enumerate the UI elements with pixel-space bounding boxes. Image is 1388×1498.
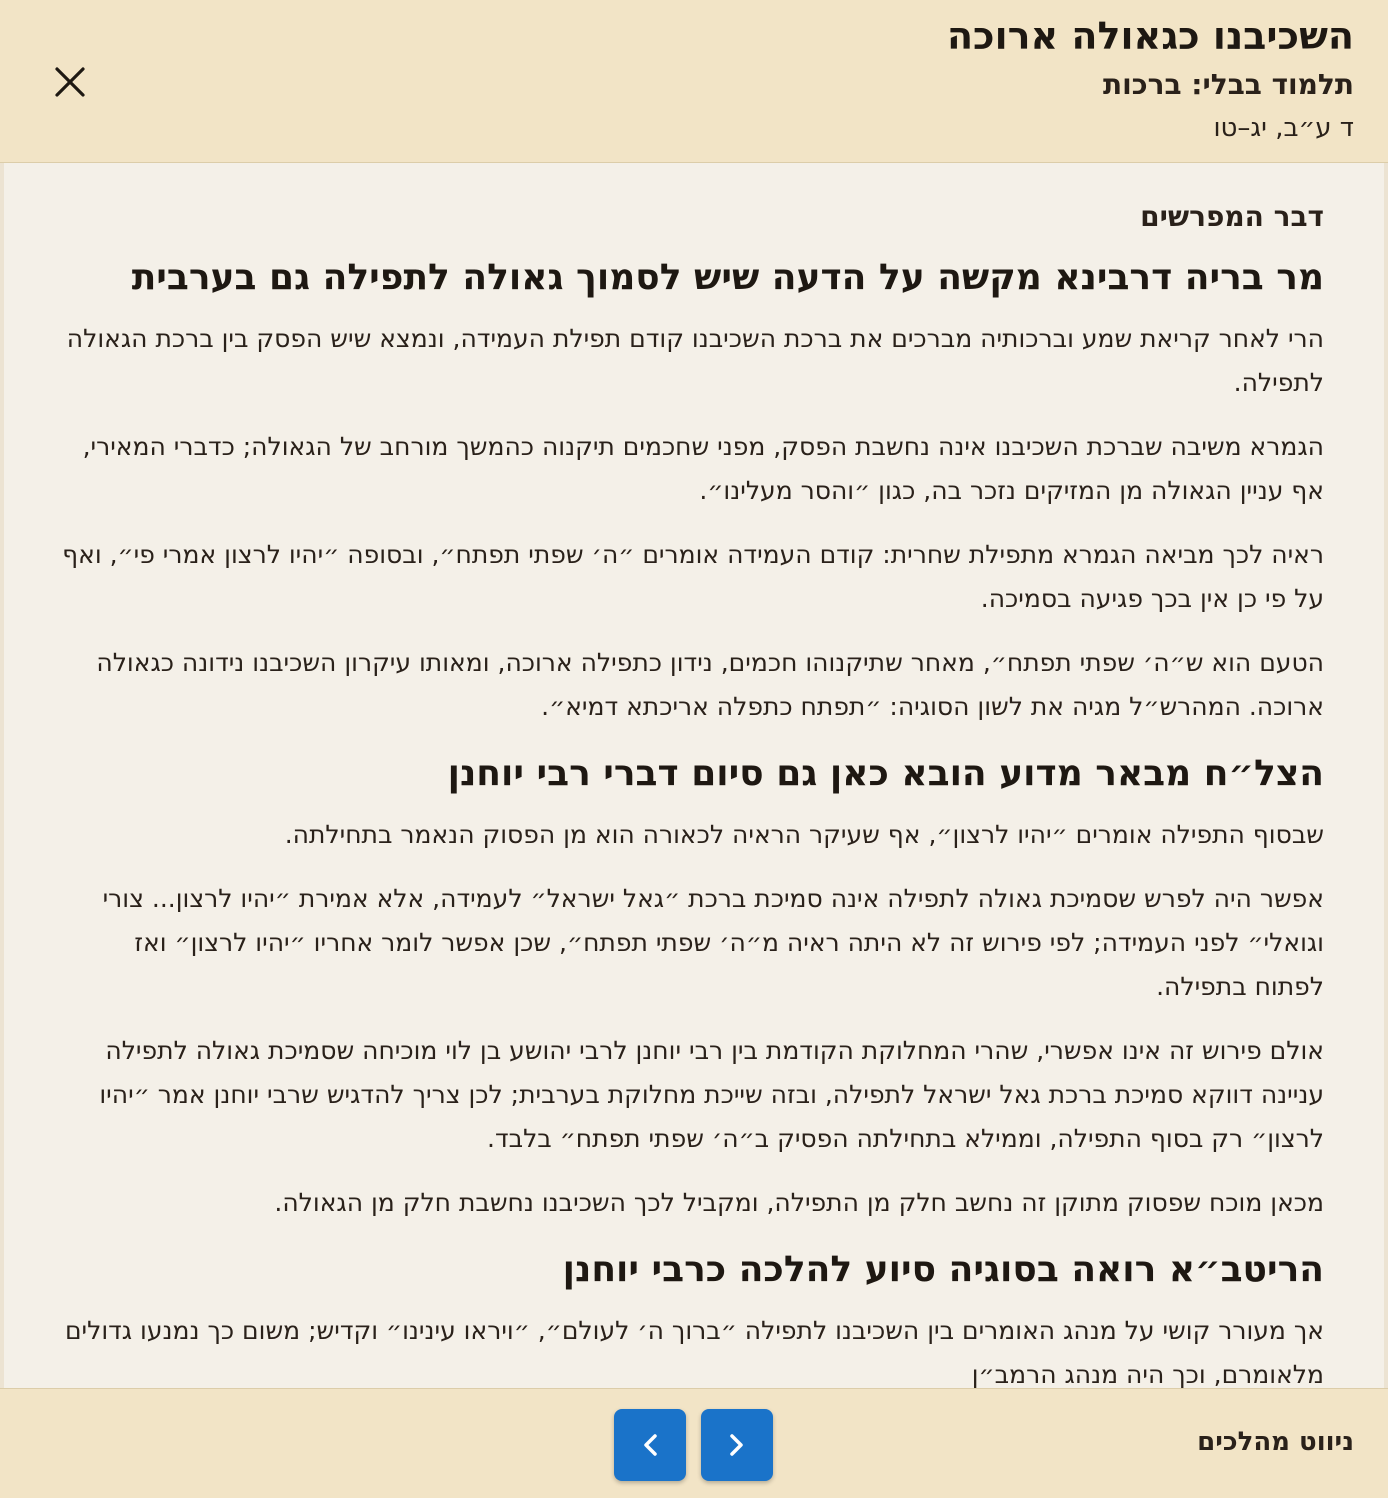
close-button[interactable]: [46, 58, 94, 106]
paragraph: הטעם הוא ש״ה׳ שפתי תפתח״, מאחר שתיקנוהו חכמים, נידון כתפילה ארוכה, ומאותו עיקרון השכיבנו נידונה כגאולה ארוכה. המהרש״ל מגיה את לשון הסוגיה: ״תפתח כתפלה אריכתא דמיא״.: [96, 648, 1324, 721]
paragraph: הרי לאחר קריאת שמע וברכותיה מברכים את ברכת השכיבנו קודם תפילת העמידה, ונמצא שיש הפסק בין ברכת הגאולה לתפילה.: [66, 324, 1324, 397]
section-heading: הצל״ח מבאר מדוע הובא כאן גם סיום דברי רבי יוחנן: [447, 753, 1324, 794]
nav-label: ניווט מהלכים: [1197, 1427, 1354, 1457]
close-icon: [46, 58, 94, 106]
section-label: דבר המפרשים: [1140, 200, 1324, 233]
paragraph: שבסוף התפילה אומרים ״יהיו לרצון״, אף שעיקר הראיה לכאורה הוא מן הפסוק הנאמר בתחילתה.: [284, 820, 1324, 849]
source-subtitle: תלמוד בבלי: ברכות: [1103, 68, 1354, 101]
paragraph: הגמרא משיבה שברכת השכיבנו אינה נחשבת הפסק, מפני שחכמים תיקנוה כהמשך מורחב של הגאולה; כדברי המאירי, אף עניין הגאולה מן המזיקים נזכר בה, כגון ״והסר מעלינו״.: [82, 432, 1324, 505]
paragraph: אך מעורר קושי על מנהג האומרים בין השכיבנו לתפילה ״ברוך ה׳ לעולם״, ״ויראו עינינו״ וקדיש; משום כך נמנעו גדולים מלאומרם, וכך היה מנהג הרמב״ן: [64, 1316, 1324, 1388]
commentary-content: [59, 199, 1324, 1388]
chevron-right-icon: [701, 1409, 773, 1481]
source-reference: ד ע״ב, יג–טו: [1213, 113, 1354, 143]
section-heading: הריטב״א רואה בסוגיה סיוע להלכה כרבי יוחנן: [562, 1249, 1324, 1290]
paragraph: אולם פירוש זה אינו אפשרי, שהרי המחלוקת הקודמת בין רבי יוחנן לרבי יהושע בן לוי מוכיחה שסמיכת גאולה לתפילה עניינה דווקא סמיכת ברכת גאל ישראל לתפילה, ובזה שייכת מחלוקת בערבית; לכן צריך להדגיש שרבי יוחנן אמר ״יהיו לרצון״ רק בסוף התפילה, וממילא בתחילתה הפסיק ב״ה׳ שפתי תפתח״ בלבד.: [99, 1036, 1324, 1153]
paragraph: מכאן מוכח שפסוק מתוקן זה נחשב חלק מן התפילה, ומקביל לכך השכיבנו נחשבת חלק מן הגאולה.: [274, 1188, 1324, 1217]
section-heading: מר בריה דרבינא מקשה על הדעה שיש לסמוך גאולה לתפילה גם בערבית: [131, 257, 1324, 298]
commentary-scroll-area[interactable]: [4, 163, 1384, 1388]
header-panel: [0, 0, 1388, 163]
page-title: השכיבנו כגאולה ארוכה: [946, 14, 1354, 58]
next-button[interactable]: [701, 1409, 773, 1481]
paragraph: אפשר היה לפרש שסמיכת גאולה לתפילה אינה סמיכת ברכת ״גאל ישראל״ לעמידה, אלא אמירת ״יהיו לרצון... צורי וגואלי״ לפני העמידה; לפי פירוש זה לא היתה ראיה מ״ה׳ שפתי תפתח״, שכן אפשר לומר אחריו ״יהיו לרצון״ ואז לפתוח בתפילה.: [102, 884, 1324, 1001]
paragraph: ראיה לכך מביאה הגמרא מתפילת שחרית: קודם העמידה אומרים ״ה׳ שפתי תפתח״, ובסופה ״יהיו לרצון אמרי פי״, ואף על פי כן אין בכך פגיעה בסמיכה.: [62, 540, 1324, 613]
previous-button[interactable]: [614, 1409, 686, 1481]
footer-bar: [0, 1388, 1388, 1498]
chevron-left-icon: [614, 1409, 686, 1481]
